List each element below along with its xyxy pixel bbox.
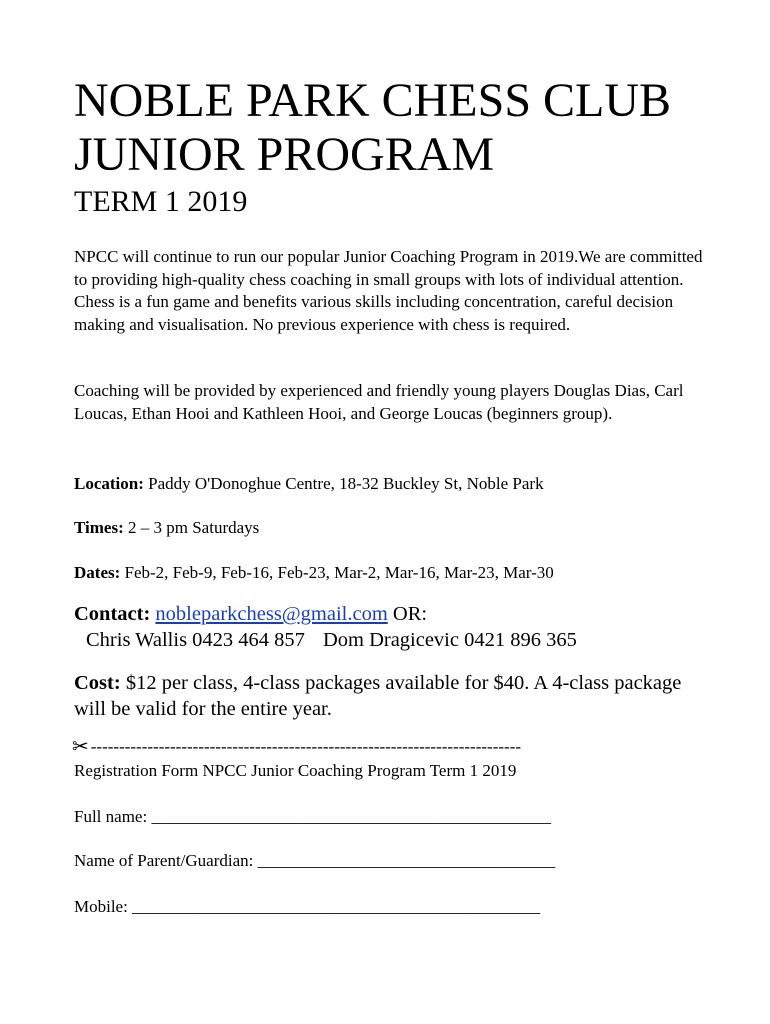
contact-or-text: OR: [387, 603, 428, 625]
full-name-blank[interactable]: _______________________________________________ [151, 807, 551, 826]
cut-line [72, 736, 521, 758]
times-row [74, 517, 259, 539]
location-label: Location: [74, 474, 144, 493]
intro-paragraph: NPCC will continue to run our popular Junior Coaching Program in 2019.We are committed to providing high-quality chess coaching in small groups with lots of individual attention. Chess is a fun game and benefits various skills including concentration, careful decision making and visualisation. No previous experience with chess is required. [74, 247, 703, 334]
cost-value: $12 per class, 4-class packages available for $40. A 4-class package will be valid for the entire year. [74, 672, 682, 720]
coaches-paragraph: Coaching will be provided by experienced and friendly young players Douglas Dias, Carl Loucas, Ethan Hooi and Kathleen Hooi, and George Loucas (beginners group). [74, 381, 684, 423]
cut-dashes: ---------------------------------------------------------------------------- [90, 737, 522, 756]
parent-name-blank[interactable]: ___________________________________ [257, 851, 556, 870]
page-title: NOBLE PARK CHESS CLUB JUNIOR PROGRAM [74, 74, 672, 181]
contact-label: Contact: [74, 603, 151, 625]
contact-row [74, 601, 427, 627]
mobile-blank[interactable]: ________________________________________________ [132, 897, 541, 916]
registration-form-title: Registration Form NPCC Junior Coaching Program Term 1 2019 [74, 761, 517, 780]
times-label: Times: [74, 518, 124, 537]
contact-email-link[interactable]: nobleparkchess@gmail.com [155, 603, 388, 625]
full-name-field[interactable] [74, 806, 551, 828]
parent-name-field[interactable] [74, 850, 555, 872]
term-subtitle: TERM 1 2019 [74, 185, 248, 218]
scissors-icon: ✂ [72, 736, 89, 758]
dates-label: Dates: [74, 563, 121, 582]
location-row [74, 473, 544, 495]
contact-phones [86, 627, 577, 653]
full-name-label: Full name: [74, 807, 152, 826]
mobile-label: Mobile: [74, 897, 133, 916]
location-value: Paddy O'Donoghue Centre, 18-32 Buckley St, Noble Park [143, 474, 544, 493]
times-value: 2 – 3 pm Saturdays [123, 518, 260, 537]
cost-row [74, 670, 714, 722]
parent-name-label: Name of Parent/Guardian: [74, 851, 258, 870]
cost-label: Cost: [74, 672, 121, 694]
dates-row [74, 562, 554, 584]
mobile-field[interactable] [74, 896, 540, 918]
contact-phone-chris: Chris Wallis 0423 464 857 [86, 629, 305, 651]
contact-phone-dom: Dom Dragicevic 0421 896 365 [322, 629, 577, 651]
dates-value: Feb-2, Feb-9, Feb-16, Feb-23, Mar-2, Mar-16, Mar-23, Mar-30 [120, 563, 554, 582]
